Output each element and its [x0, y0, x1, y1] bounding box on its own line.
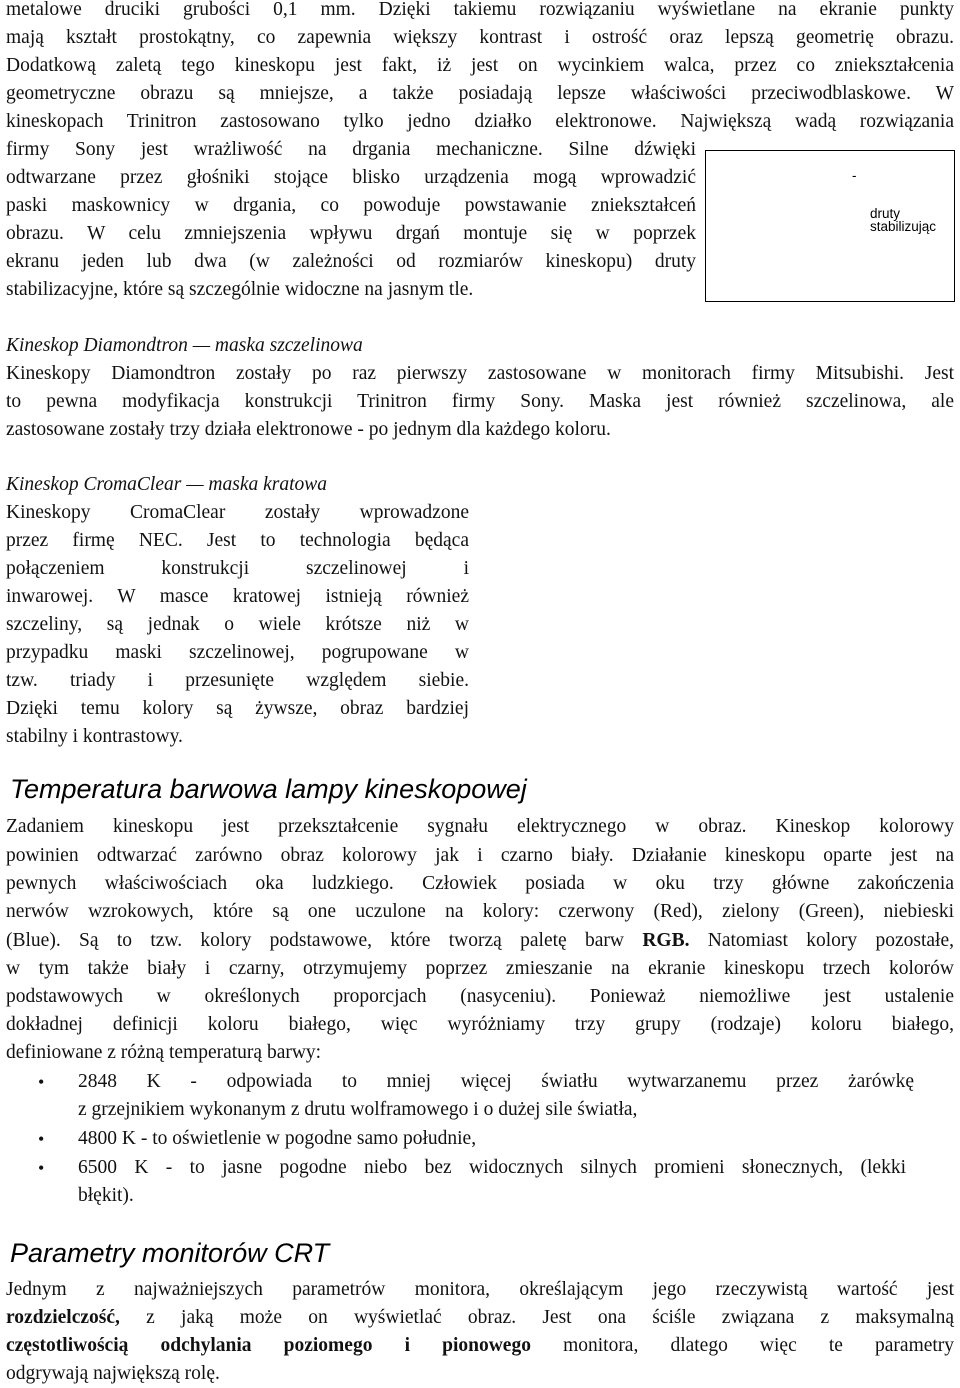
text-line: zastosowane zostały trzy działa elektronowe - po jednym dla każdego koloru. [6, 419, 611, 440]
text-line: to pewna modyfikacja konstrukcji Trinitron firmy Sony. Maska jest również szczelinowa, ale [6, 391, 954, 412]
text-line: odtwarzane przez głośniki stojące blisko urządzenia mogą wprowadzić [6, 167, 696, 188]
section-title: Kineskop CromaClear — maska kratowa [6, 474, 328, 495]
heading-temperatura: Temperatura barwowa lampy kineskopowej [10, 774, 527, 804]
text-line: stabilny i kontrastowy. [6, 726, 183, 747]
text-line: częstotliwością odchylania poziomego i pionowego monitora, dlatego więc te parametry [6, 1335, 955, 1356]
figure-label-stabilizujac: stabilizując [870, 219, 937, 234]
bullet-icon: • [38, 1158, 45, 1178]
figure-dash: - [852, 168, 857, 183]
figure-label-druty: druty [870, 206, 901, 221]
text-line: odgrywają największą rolę. [6, 1363, 220, 1384]
text-line: definiowane z różną temperaturą barwy: [6, 1042, 322, 1063]
text-line: Dzięki temu kolory są żywsze, obraz bardziej [6, 698, 469, 719]
text-line: przypadku maski szczelinowej, pogrupowane w [6, 642, 469, 663]
text-line: pewnych właściwościach oka ludzkiego. Człowiek posiada w oku trzy główne zakończenia [6, 873, 954, 894]
text-line: dokładnej definicji koloru białego, więc wyróżniamy trzy grupy (rodzaje) koloru białego, [6, 1014, 954, 1035]
text-line: tzw. triady i przesunięte względem siebie. [6, 670, 469, 691]
text-line: połączeniem konstrukcji szczelinowej i [6, 558, 469, 579]
text-line: ekranu jeden lub dwa (w zależności od rozmiarów kineskopu) druty [6, 251, 696, 272]
text-line: inwarowej. W masce kratowej istnieją również [6, 586, 469, 607]
text-line: powinien odtwarzać zarówno obraz kolorowy jak i czarno biały. Działanie kineskopu oparte jest na [6, 845, 954, 866]
bullet-icon: • [38, 1072, 45, 1092]
text-line: Kineskopy Diamondtron zostały po raz pierwszy zastosowane w monitorach firmy Mitsubishi. Jest [6, 363, 954, 384]
text-line: kineskopach Trinitron zastosowano tylko jedno działko elektronowe. Największą wadą rozwiązania [6, 111, 954, 132]
list-item: 2848 K - odpowiada to mniej więcej światłu wytwarzanemu przez żarówkę [78, 1071, 914, 1092]
text-line: Kineskopy CromaClear zostały wprowadzone [6, 502, 469, 523]
section-title: Kineskop Diamondtron — maska szczelinowa [6, 335, 363, 356]
text-line: paski maskownicy w drgania, co powoduje powstawanie zniekształceń [6, 195, 696, 216]
figure-frame [705, 150, 955, 302]
list-item: 4800 K - to oświetlenie w pogodne samo południe, [78, 1128, 477, 1149]
text-line: firmy Sony jest wrażliwość na drgania mechaniczne. Silne dźwięki [6, 139, 696, 160]
text-line: geometryczne obrazu są mniejsze, a także posiadają lepsze właściwości przeciwodblaskowe. W [6, 83, 954, 104]
text-line: Jednym z najważniejszych parametrów monitora, określającym jego rzeczywistą wartość jest [6, 1279, 954, 1300]
bold-term: rozdzielczość, [6, 1307, 120, 1328]
text-line: (Blue). Są to tzw. kolory podstawowe, które tworzą paletę barw RGB. Natomiast kolory pozostałe, [6, 930, 955, 951]
text-line: mają kształt prostokątny, co zapewnia większy kontrast i ostrość oraz lepszą geometrię obrazu. [6, 27, 954, 48]
text-line: stabilizacyjne, które są szczególnie widoczne na jasnym tle. [6, 279, 474, 300]
text-line: rozdzielczość, z jaką może on wyświetlać obraz. Jest ona ściśle związana z maksymalną [6, 1307, 954, 1328]
list-item-continuation: błękit). [78, 1185, 134, 1206]
text-line: Zadaniem kineskopu jest przekształcenie sygnału elektrycznego w obraz. Kineskop kolorowy [6, 816, 954, 837]
list-item-continuation: z grzejnikiem wykonanym z drutu wolframowego i o dużej sile światła, [78, 1099, 638, 1120]
text-line: nerwów wzrokowych, które są one uczulone na kolory: czerwony (Red), zielony (Green), niebieski [6, 901, 954, 922]
rgb-bold: RGB. [642, 930, 690, 951]
text-line: Dodatkową zaletą tego kineskopu jest fakt, iż jest on wycinkiem walca, przez co zniekształcenia [6, 55, 954, 76]
text-line: w tym także biały i czarny, otrzymujemy poprzez zmieszanie na ekranie kineskopu trzech kolorów [6, 958, 954, 979]
list-item: 6500 K - to jasne pogodne niebo bez widocznych silnych promieni słonecznych, (lekki [78, 1157, 906, 1178]
text-line: przez firmę NEC. Jest to technologia będąca [6, 530, 469, 551]
text-line: szczeliny, są jednak o wiele krótsze niż w [6, 614, 469, 635]
text-line: metalowe druciki grubości 0,1 mm. Dzięki takiemu rozwiązaniu wyświetlane na ekranie punkty [6, 0, 954, 20]
text-line: obrazu. W celu zmniejszenia wpływu drgań montuje się w poprzek [6, 223, 696, 244]
bullet-icon: • [38, 1129, 45, 1149]
heading-parametry: Parametry monitorów CRT [10, 1238, 330, 1268]
text-line: podstawowych w określonych proporcjach (nasyceniu). Ponieważ niemożliwe jest ustalenie [6, 986, 954, 1007]
